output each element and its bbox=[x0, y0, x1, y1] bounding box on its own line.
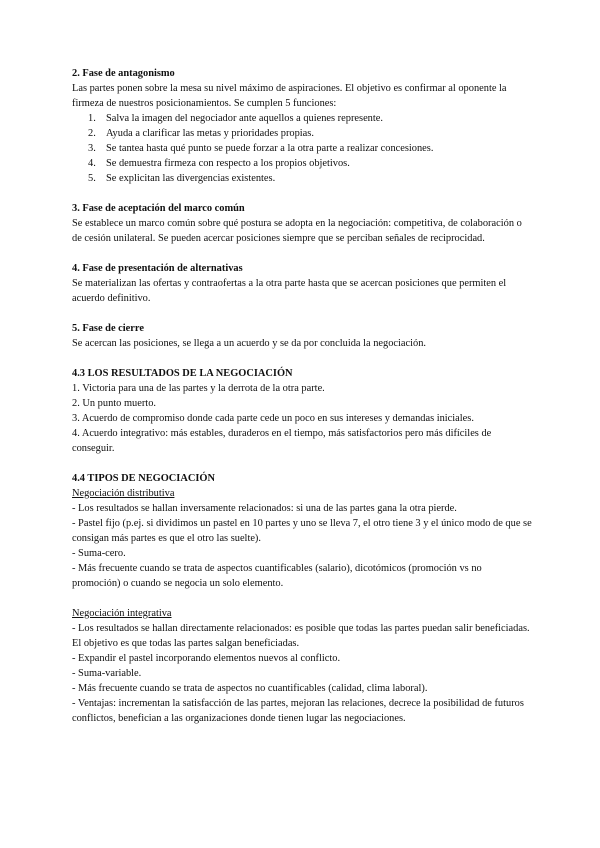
subheading-integrativa: Negociación integrativa bbox=[72, 608, 172, 619]
result-line: 2. Un punto muerto. bbox=[72, 398, 156, 409]
paragraph-marco-comun: Se establece un marco común sobre qué postura se adopta en la negociación: competitiva, de colaboración o de cesión unilateral. Se pueden acercar posiciones siempre que se perciban señales de reciprocidad. bbox=[72, 218, 522, 244]
document-page bbox=[72, 66, 532, 726]
integrative-line: - Expandir el pastel incorporando elementos nuevos al conflicto. bbox=[72, 653, 341, 664]
list-item: 5. Se explicitan las divergencias existentes. bbox=[88, 173, 276, 184]
result-line: 1. Victoria para una de las partes y la derrota de la otra parte. bbox=[72, 383, 325, 394]
subheading-distributiva: Negociación distributiva bbox=[72, 488, 175, 499]
list-item: 3. Se tantea hasta qué punto se puede forzar a la otra parte a realizar concesiones. bbox=[88, 143, 434, 154]
list-item: 4. Se demuestra firmeza con respecto a los propios objetivos. bbox=[88, 158, 350, 169]
paragraph-alternativas: Se materializan las ofertas y contraofertas a la otra parte hasta que se acercan posiciones que permiten el acuerdo definitivo. bbox=[72, 278, 507, 304]
section-heading-resultados: 4.3 LOS RESULTADOS DE LA NEGOCIACIÓN bbox=[72, 368, 293, 379]
distributive-line: - Más frecuente cuando se trata de aspectos cuantificables (salario), dicotómicos (promoción vs no promoción) o cuando se negocia un solo elemento. bbox=[72, 563, 482, 589]
result-line: 3. Acuerdo de compromiso donde cada parte cede un poco en sus intereses y demandas iniciales. bbox=[72, 413, 474, 424]
list-item: 2. Ayuda a clarificar las metas y prioridades propias. bbox=[88, 128, 314, 139]
result-line: 4. Acuerdo integrativo: más estables, duraderos en el tiempo, más satisfactorios pero más difíciles de conseguir. bbox=[72, 428, 492, 454]
section-heading-marco-comun: 3. Fase de aceptación del marco común bbox=[72, 203, 245, 214]
integrative-line: - Los resultados se hallan directamente relacionados: es posible que todas las partes puedan salir beneficiadas. El objetivo es que todas las partes salgan beneficiadas. bbox=[72, 623, 530, 649]
distributive-line: - Los resultados se hallan inversamente relacionados: si una de las partes gana la otra pierde. bbox=[72, 503, 457, 514]
functions-list bbox=[72, 111, 532, 186]
distributive-line: - Suma-cero. bbox=[72, 548, 126, 559]
integrative-line: - Más frecuente cuando se trata de aspectos no cuantificables (calidad, clima laboral). bbox=[72, 683, 428, 694]
section-heading-tipos: 4.4 TIPOS DE NEGOCIACIÓN bbox=[72, 473, 215, 484]
section-heading-antagonismo: 2. Fase de antagonismo bbox=[72, 68, 175, 79]
section-heading-alternativas: 4. Fase de presentación de alternativas bbox=[72, 263, 243, 274]
distributive-line: - Pastel fijo (p.ej. si dividimos un pastel en 10 partes y uno se lleva 7, el otro tiene 3 y el único modo de que se consigan más partes es que el otro las suelte). bbox=[72, 518, 532, 544]
list-item: 1. Salva la imagen del negociador ante aquellos a quienes represente. bbox=[88, 113, 383, 124]
integrative-line: - Ventajas: incrementan la satisfacción de las partes, mejoran las relaciones, decrece la posibilidad de futuros conflictos, benefician a las organizaciones donde tienen lugar las negociaciones. bbox=[72, 698, 524, 724]
paragraph-cierre: Se acercan las posiciones, se llega a un acuerdo y se da por concluida la negociación. bbox=[72, 338, 427, 349]
paragraph-antagonismo: Las partes ponen sobre la mesa su nivel máximo de aspiraciones. El objetivo es confirmar al oponente la firmeza de nuestros posicionamientos. Se cumplen 5 funciones: bbox=[72, 83, 507, 109]
section-heading-cierre: 5. Fase de cierre bbox=[72, 323, 144, 334]
integrative-line: - Suma-variable. bbox=[72, 668, 142, 679]
